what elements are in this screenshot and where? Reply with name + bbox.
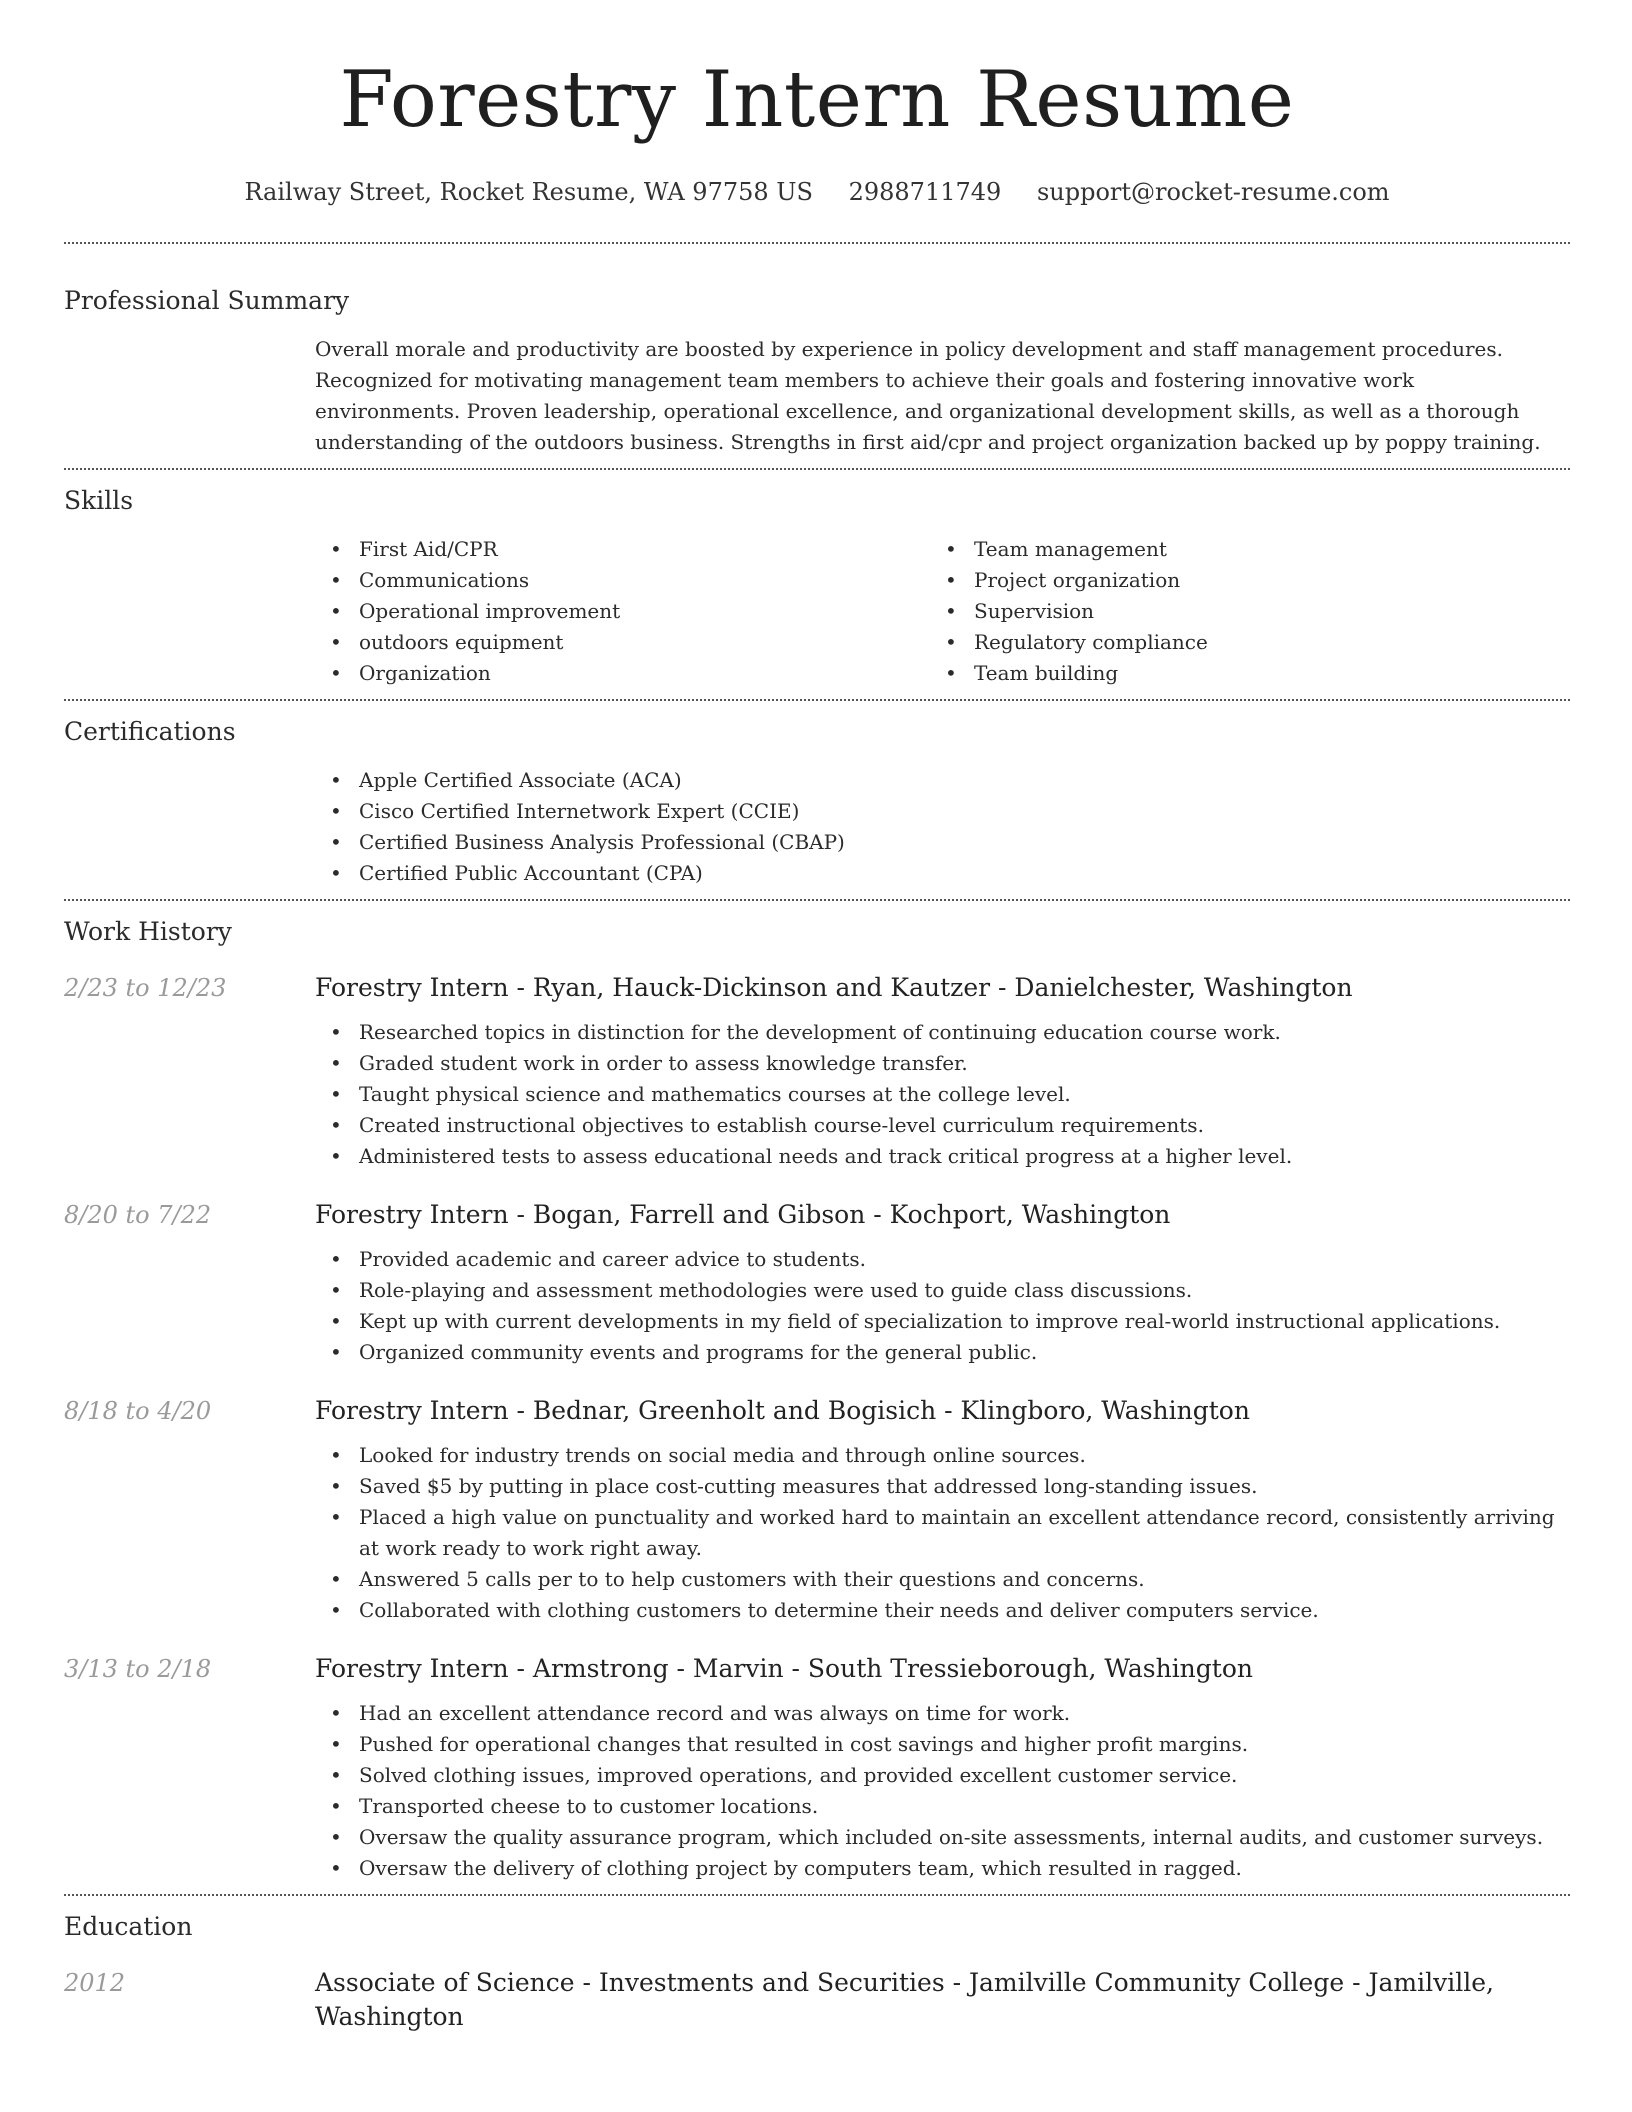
job-bullet: • Created instructional objectives to establish course-level curriculum requirements.	[315, 1110, 1570, 1141]
skill-item: • First Aid/CPR	[315, 534, 930, 565]
skill-item: • Team building	[930, 658, 1545, 689]
skills-heading: Skills	[64, 486, 134, 515]
certification-item: • Certified Public Accountant (CPA)	[315, 858, 1570, 889]
job-entry	[64, 1198, 1570, 1368]
work-history-heading: Work History	[64, 917, 232, 946]
job-bullet: • Researched topics in distinction for the development of continuing education course work.	[315, 1017, 1570, 1048]
job-dates: 8/18 to 4/20	[64, 1397, 212, 1425]
skill-item: • Supervision	[930, 596, 1545, 627]
education-entry	[64, 1966, 1570, 2034]
skill-item: • Project organization	[930, 565, 1545, 596]
job-bullet: • Role-playing and assessment methodologies were used to guide class discussions.	[315, 1275, 1570, 1306]
skill-item: • Communications	[315, 565, 930, 596]
certification-item: • Cisco Certified Internetwork Expert (CCIE)	[315, 796, 1570, 827]
job-bullet: • Organized community events and programs for the general public.	[315, 1337, 1570, 1368]
job-bullet: • Kept up with current developments in my field of specialization to improve real-world instructional applications.	[315, 1306, 1570, 1337]
work-history-section	[64, 901, 1570, 1884]
education-year: 2012	[64, 1969, 126, 1997]
job-title: Forestry Intern - Ryan, Hauck-Dickinson and Kautzer - Danielchester, Washington	[315, 973, 1353, 1002]
job-bullet: • Transported cheese to to customer locations.	[315, 1791, 1570, 1822]
skill-item: • Regulatory compliance	[930, 627, 1545, 658]
job-bullet: • Taught physical science and mathematics courses at the college level.	[315, 1079, 1570, 1110]
job-bullet: • Looked for industry trends on social media and through online sources.	[315, 1440, 1570, 1471]
job-title: Forestry Intern - Bogan, Farrell and Gibson - Kochport, Washington	[315, 1200, 1171, 1229]
job-bullet: • Oversaw the quality assurance program, which included on-site assessments, internal audits, and customer surveys.	[315, 1822, 1570, 1853]
job-bullet: • Answered 5 calls per to to help customers with their questions and concerns.	[315, 1564, 1570, 1595]
skills-left-spacer	[64, 518, 315, 689]
job-entry	[64, 1394, 1570, 1626]
summary-section	[64, 244, 1570, 458]
summary-row	[64, 318, 1570, 458]
job-bullets	[315, 1440, 1570, 1626]
summary-heading: Professional Summary	[64, 286, 350, 315]
resume-title: Forestry Intern Resume	[339, 55, 1295, 145]
job-dates: 3/13 to 2/18	[64, 1655, 212, 1683]
job-dates: 8/20 to 7/22	[64, 1201, 212, 1229]
job-bullet: • Had an excellent attendance record and was always on time for work.	[315, 1698, 1570, 1729]
skills-row	[64, 518, 1570, 689]
resume-page	[64, 0, 1570, 2034]
certifications-left-spacer	[64, 749, 315, 889]
skills-list-right	[930, 534, 1545, 689]
job-bullets	[315, 1017, 1570, 1172]
skill-item: • outdoors equipment	[315, 627, 930, 658]
job-entry	[64, 1652, 1570, 1884]
certification-item: • Certified Business Analysis Professional (CBAP)	[315, 827, 1570, 858]
contact-email: support@rocket-resume.com	[1036, 178, 1390, 206]
job-bullets	[315, 1244, 1570, 1368]
summary-left-spacer	[64, 318, 315, 458]
job-dates: 2/23 to 12/23	[64, 974, 227, 1002]
job-bullet: • Saved $5 by putting in place cost-cutting measures that addressed long-standing issues.	[315, 1471, 1570, 1502]
job-bullet: • Placed a high value on punctuality and worked hard to maintain an excellent attendance record, consistently arriving at work ready to work right away.	[315, 1502, 1570, 1564]
education-title: Associate of Science - Investments and Securities - Jamilville Community College - Jamilville, Washington	[315, 1968, 1494, 2031]
job-bullets	[315, 1698, 1570, 1884]
job-bullet: • Oversaw the delivery of clothing project by computers team, which resulted in ragged.	[315, 1853, 1570, 1884]
skills-section	[64, 470, 1570, 689]
job-entry	[64, 971, 1570, 1172]
job-bullet: • Pushed for operational changes that resulted in cost savings and higher profit margins.	[315, 1729, 1570, 1760]
certification-item: • Apple Certified Associate (ACA)	[315, 765, 1570, 796]
job-bullet: • Collaborated with clothing customers to determine their needs and deliver computers service.	[315, 1595, 1570, 1626]
education-heading: Education	[64, 1912, 193, 1941]
job-title: Forestry Intern - Armstrong - Marvin - South Tressieborough, Washington	[315, 1654, 1253, 1683]
education-section	[64, 1896, 1570, 2034]
skill-item: • Organization	[315, 658, 930, 689]
certifications-list	[315, 765, 1570, 889]
contact-address: Railway Street, Rocket Resume, WA 97758 US	[244, 178, 813, 206]
job-title: Forestry Intern - Bednar, Greenholt and Bogisich - Klingboro, Washington	[315, 1396, 1250, 1425]
skill-item: • Team management	[930, 534, 1545, 565]
skill-item: • Operational improvement	[315, 596, 930, 627]
job-bullet: • Graded student work in order to assess knowledge transfer.	[315, 1048, 1570, 1079]
certifications-heading: Certifications	[64, 717, 236, 746]
skills-grid	[315, 534, 1570, 689]
contact-line	[64, 176, 1570, 208]
certifications-row	[64, 749, 1570, 889]
job-bullet: • Solved clothing issues, improved operations, and provided excellent customer service.	[315, 1760, 1570, 1791]
skills-list-left	[315, 534, 930, 689]
summary-text: Overall morale and productivity are boosted by experience in policy development and staff management procedures. Recognized for motivating management team members to achieve their goals and fostering innovative work environments. Proven leadership, operational excellence, and organizational development skills, as well as a thorough understanding of the outdoors business. Strengths in first aid/cpr and project organization backed up by poppy training.	[315, 337, 1541, 454]
job-bullet: • Provided academic and career advice to students.	[315, 1244, 1570, 1275]
certifications-section	[64, 701, 1570, 889]
contact-phone: 2988711749	[848, 178, 1002, 206]
job-bullet: • Administered tests to assess educational needs and track critical progress at a higher level.	[315, 1141, 1570, 1172]
